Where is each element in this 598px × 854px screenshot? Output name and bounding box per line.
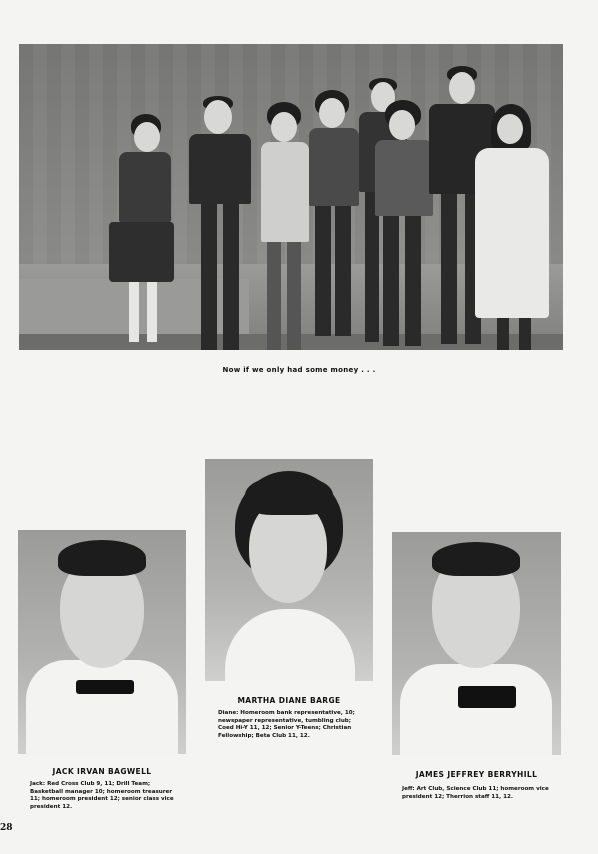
figure [79,114,169,350]
portrait-photo [205,459,373,681]
student-bio: Jack: Red Cross Club 9, 11; Drill Team; Basketball manager 10; homeroom treasurer 11; homeroom president 12; senior class vice president 12. [30,781,174,810]
figure [189,96,269,350]
student-name: JAMES JEFFREY BERRYHILL [415,770,538,779]
group-photo [19,44,563,350]
portrait-photo [392,532,561,755]
group-photo-caption: Now if we only had some money . . . [222,366,376,374]
portrait-photo [18,530,186,754]
student-name: JACK IRVAN BAGWELL [52,767,152,776]
student-bio: Jeff: Art Club, Science Club 11; homeroom vice president 12; Therrion staff 11, 12. [402,786,549,800]
student-bio: Diane: Homeroom bank representative, 10; newspaper representative, tumbling club; Coed Hi-Y 11, 12; Senior Y-Teens; Christian Fellowship; Beta Club 11, 12. [218,710,355,739]
figure [457,104,557,350]
student-name: MARTHA DIANE BARGE [237,696,341,705]
page-number: 28 [0,823,13,833]
